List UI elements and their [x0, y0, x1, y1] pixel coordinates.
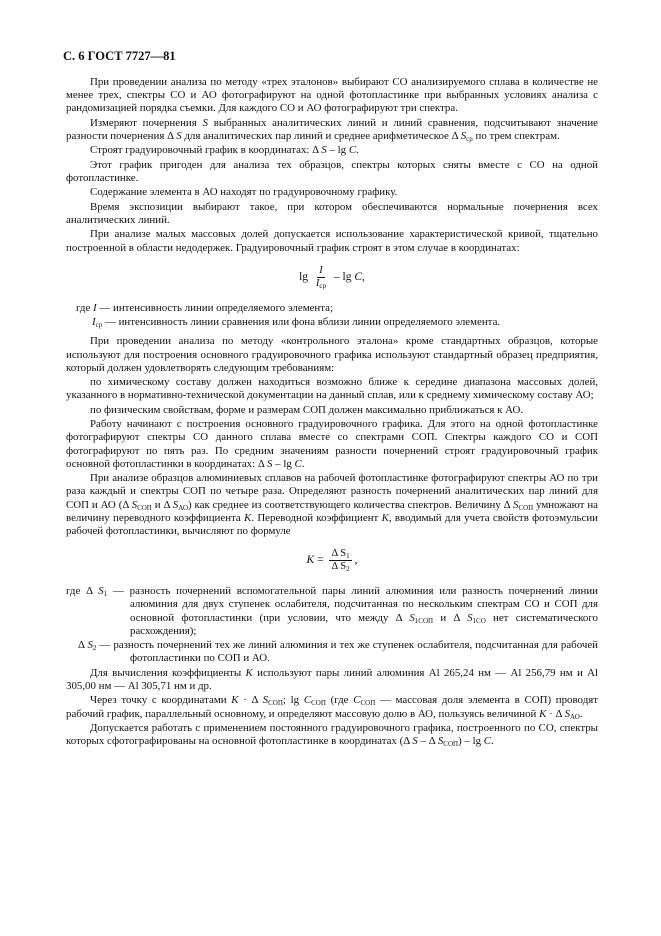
where-definition: где Δ $S_1$ — разность почернений вспомогательной пары линий алюминия или разность почернений линии алюминия для двух ступенек ослабителя, подсчитанная по нескольким спектрам СО и СОП для основной фотопластинки (при условии, что между Δ $S_{1СОП}$ и Δ $S_{1СО}$ нет систематического расхождения); — [66, 585, 598, 637]
paragraph: по физическим свойствам, форме и размерам СОП должен максимально приближаться к АО. — [90, 403, 524, 416]
paragraph: При анализе малых массовых долей допускается использование характеристической кривой, тщательно построенной в области недодержек. Градуировочный график строят в этом случае в координатах: — [66, 228, 598, 254]
paragraph: Для вычисления коэффициенты K используют пары линий алюминия Al 265,24 нм — Al 256,79 нм и Al 305,00 нм — Al 305,71 нм и др. — [66, 666, 598, 692]
paragraph: Через точку с координатами K · Δ $S_{СОП}$; $\lg C_{СОП}$ (где $C_{СОП}$ — массовая доля элемента в СОП) проводят рабочий график, параллельный основному, и определяют массовую долю в АО, пользуясь величиной K · Δ $S_{АО}$. — [66, 694, 599, 721]
document-body — [66, 76, 598, 750]
where-definition: Δ $S_2$ — разность почернений тех же линий алюминия и тех же ступенек ослабителя, подсчитанная для рабочей фотопластинки по СОП и АО. — [78, 639, 599, 665]
paragraph: по химическому составу должен находиться возможно ближе к середине диапазона массовых долей, указанного в нормативно-технической документации на данный сплав, или к среднему химическому составу АО; — [66, 376, 598, 402]
paragraph: При проведении анализа по методу «трех эталонов» выбирают СО анализируемого сплава в количестве не менее трех, спектры СО и АО фотографируют на одной фотопластинке при выбранных условиях анализа с рандомизацией порядка съемки. Для каждого СО и АО фотографируют три спектра. — [66, 76, 598, 115]
paragraph: Строят градуировочный график в координатах: Δ S – lg C. — [90, 144, 359, 157]
formula-log-intensity: lg $\frac{I}{I_{ср}}$ – lg C, — [299, 264, 365, 290]
paragraph: Работу начинают с построения основного градуировочного графика. Для этого на одной фотопластинке фотографируют спектры СО данного сплава вместе со спектрами СОП. Спектры каждого СО и СОП фотографируют по пять раз. По средним значениям разности почернений строят градуировочный график основной фотопластинки в координатах: Δ S – lg C. — [66, 418, 598, 470]
paragraph: Содержание элемента в АО находят по градуировочному графику. — [90, 186, 398, 199]
paragraph: При проведении анализа по методу «контрольного эталона» кроме стандартных образцов, которые используют для построения основного градуировочного графика используют стандартный образец предприятия, который должен удовлетворять следующим требованиям: — [66, 335, 598, 374]
page-header: С. 6 ГОСТ 7727—81 — [63, 49, 176, 63]
where-definition: $I_{ср}$ — интенсивность линии сравнения или фона вблизи линии определяемого элемента. — [92, 316, 501, 330]
fraction: $\frac{\Delta S_1}{\Delta S_2}$ — [331, 548, 350, 574]
paragraph: Допускается работать с применением постоянного градуировочного графика, построенного по СО, спектры которых сфотографированы на основной фотопластинке в координатах (Δ S – Δ $S_{СОП}$) – lg C. — [66, 721, 598, 749]
fraction: $\frac{I}{I_{ср}}$ — [315, 264, 327, 290]
where-definition: где I — интенсивность линии определяемого элемента; — [76, 301, 334, 314]
paragraph: Этот график пригоден для анализа тех образцов, спектры которых сняты вместе с СО на одной фотопластинке. — [66, 158, 598, 184]
paragraph: При анализе образцов алюминиевых сплавов на рабочей фотопластинке фотографируют спектры АО по три раза каждый и спектры СОП по четыре раза. Определяют разность почернений аналитических пар линий для СОП и АО (Δ $S_{СОП}$ и Δ $S_{АО}$) как среднее из соответствующего количества спектров. Величину Δ $S_{СОП}$ умножают на величину переводного коэффициента K. Переводной коэффициент K, вводимый для учета свойств фотоэмульсии рабочей фотопластинки, вычисляют по формуле — [66, 472, 598, 537]
paragraph: Измеряют почернения S выбранных аналитических линий и линий сравнения, подсчитывают значение разности почернения Δ S для аналитических пар линий и среднее арифметическое Δ $S_{ср}$ по трем спектрам. — [66, 116, 598, 143]
formula-k: K = $\frac{\Delta S_1}{\Delta S_2}$ , — [306, 548, 358, 574]
paragraph: Время экспозиции выбирают такое, при котором обеспечиваются нормальные почернения всех аналитических линий. — [66, 200, 598, 226]
